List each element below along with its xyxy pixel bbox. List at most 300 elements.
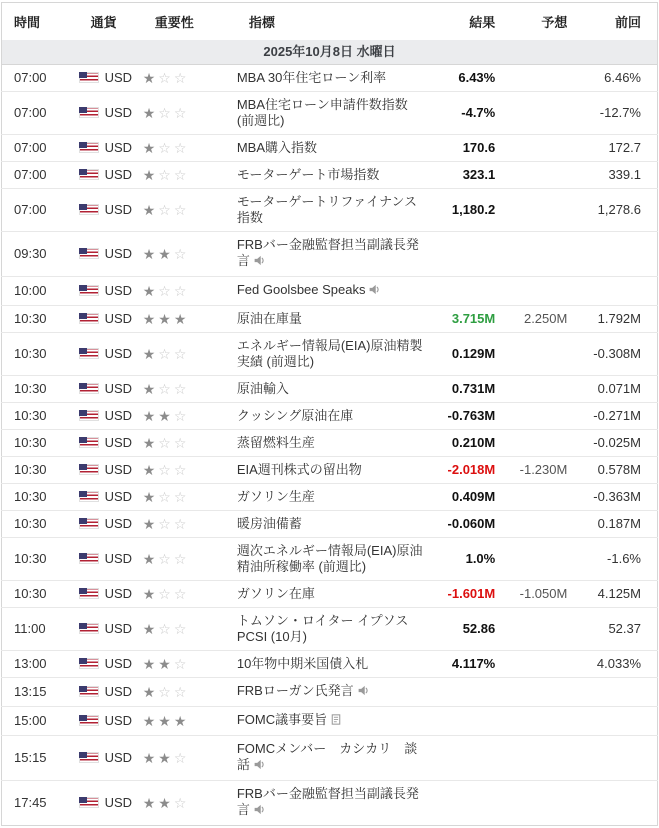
event-name[interactable]: モーターゲートリファイナンス指数 [236, 194, 418, 225]
event-currency [79, 376, 143, 403]
importance-stars [143, 277, 237, 306]
event-currency [79, 678, 143, 707]
importance-stars [143, 538, 237, 581]
star-empty-icon: ☆ [173, 656, 190, 672]
us-flag-icon [79, 383, 99, 394]
star-filled-icon: ★ [142, 283, 159, 299]
us-flag-icon [79, 553, 99, 564]
event-name[interactable]: EIA週刊株式の留出物 [236, 462, 362, 477]
star-empty-icon: ☆ [158, 105, 174, 121]
event-row[interactable] [2, 484, 658, 511]
us-flag-icon [79, 285, 99, 296]
star-filled-icon: ★ [142, 408, 159, 424]
star-filled-icon: ★ [158, 408, 174, 424]
event-time: 11:00 [2, 608, 79, 651]
event-name[interactable]: 10年物中期米国債入札 [236, 656, 369, 671]
event-forecast: -1.050M [495, 581, 567, 608]
event-previous: 1.792M [567, 306, 657, 333]
us-flag-icon [79, 686, 99, 697]
star-empty-icon: ☆ [173, 621, 190, 637]
event-forecast: -1.230M [495, 457, 567, 484]
importance-stars [143, 232, 237, 277]
event-row[interactable] [2, 403, 658, 430]
event-result: -4.7% [433, 92, 495, 135]
event-time: 07:00 [2, 135, 79, 162]
star-empty-icon: ☆ [158, 684, 174, 700]
event-result: 0.409M [433, 484, 495, 511]
event-currency [79, 608, 143, 651]
star-empty-icon: ☆ [158, 621, 174, 637]
event-forecast [495, 333, 567, 376]
event-currency [79, 277, 143, 306]
event-cell [237, 333, 433, 376]
star-empty-icon: ☆ [158, 586, 174, 602]
us-flag-icon [79, 518, 99, 529]
event-previous [567, 277, 657, 306]
event-result: 52.86 [433, 608, 495, 651]
star-empty-icon: ☆ [158, 462, 174, 478]
event-row[interactable] [2, 457, 658, 484]
event-currency [79, 484, 143, 511]
speaker-icon [357, 684, 370, 697]
event-cell [237, 306, 433, 333]
event-result: 0.731M [433, 376, 495, 403]
event-name[interactable]: FRBローガン氏発言 [236, 683, 354, 698]
us-flag-icon [79, 437, 99, 448]
event-result: 0.210M [433, 430, 495, 457]
event-forecast [495, 162, 567, 189]
column-header-forecast: 予想 [495, 3, 567, 41]
event-row[interactable] [2, 162, 658, 189]
event-time: 13:00 [2, 651, 79, 678]
event-cell [237, 277, 433, 306]
event-row[interactable] [2, 707, 658, 736]
event-forecast [495, 189, 567, 232]
currency-code: USD [104, 713, 133, 728]
event-previous [567, 707, 657, 736]
event-name[interactable]: ガソリン生産 [236, 489, 315, 504]
column-header-result: 結果 [433, 3, 495, 41]
star-filled-icon: ★ [142, 311, 159, 327]
us-flag-icon [79, 72, 99, 83]
us-flag-icon [79, 313, 99, 324]
event-result [433, 707, 495, 736]
event-name[interactable]: クッシング原油在庫 [236, 408, 354, 423]
us-flag-icon [79, 752, 99, 763]
event-name[interactable]: 原油在庫量 [236, 311, 302, 326]
event-row[interactable] [2, 430, 658, 457]
currency-code: USD [104, 435, 133, 450]
importance-stars [143, 306, 237, 333]
currency-code: USD [104, 167, 133, 182]
star-empty-icon: ☆ [173, 202, 190, 218]
event-time: 10:30 [2, 403, 79, 430]
currency-code: USD [104, 516, 133, 531]
star-empty-icon: ☆ [158, 283, 174, 299]
currency-code: USD [104, 346, 133, 361]
importance-stars [143, 511, 237, 538]
event-name[interactable]: 週次エネルギー情報局(EIA)原油精油所稼働率 (前週比) [236, 543, 423, 574]
event-previous [567, 781, 657, 826]
event-name[interactable]: MBA 30年住宅ローン利率 [236, 70, 387, 85]
event-result: -2.018M [433, 457, 495, 484]
event-row[interactable] [2, 678, 658, 707]
event-name[interactable]: Fed Goolsbee Speaks [236, 282, 366, 297]
speaker-icon [253, 758, 266, 771]
currency-code: USD [104, 70, 133, 85]
event-row[interactable] [2, 232, 658, 277]
us-flag-icon [79, 491, 99, 502]
event-previous [567, 232, 657, 277]
event-row[interactable] [2, 189, 658, 232]
us-flag-icon [79, 715, 99, 726]
event-result: 3.715M [433, 306, 495, 333]
event-cell [237, 581, 433, 608]
star-empty-icon: ☆ [173, 346, 190, 362]
star-empty-icon: ☆ [173, 381, 190, 397]
speaker-icon [253, 254, 266, 267]
calendar-body [2, 40, 658, 826]
importance-stars [143, 189, 237, 232]
currency-code: USD [104, 283, 133, 298]
us-flag-icon [79, 204, 99, 215]
event-time: 07:00 [2, 65, 79, 92]
event-row[interactable] [2, 277, 658, 306]
star-empty-icon: ☆ [173, 516, 190, 532]
star-empty-icon: ☆ [173, 462, 190, 478]
star-filled-icon: ★ [142, 656, 159, 672]
event-previous: 1,278.6 [567, 189, 657, 232]
event-forecast [495, 376, 567, 403]
event-cell [237, 538, 433, 581]
speaker-icon-wrap [357, 684, 370, 701]
event-name[interactable]: MBA購入指数 [236, 140, 318, 155]
importance-stars [143, 484, 237, 511]
event-result: -0.763M [433, 403, 495, 430]
event-currency [79, 651, 143, 678]
economic-calendar-table [1, 2, 658, 826]
event-cell [237, 92, 433, 135]
event-result: -1.601M [433, 581, 495, 608]
event-cell [237, 457, 433, 484]
currency-code: USD [104, 489, 133, 504]
report-icon-wrap [330, 713, 342, 730]
event-currency [79, 92, 143, 135]
event-cell [237, 781, 433, 826]
currency-code: USD [104, 105, 133, 120]
event-result [433, 781, 495, 826]
speaker-icon [368, 283, 381, 296]
star-empty-icon: ☆ [173, 70, 190, 86]
star-empty-icon: ☆ [173, 586, 190, 602]
event-result: 4.117% [433, 651, 495, 678]
star-filled-icon: ★ [142, 246, 159, 262]
event-result [433, 232, 495, 277]
event-previous: 0.578M [567, 457, 657, 484]
event-previous: 339.1 [567, 162, 657, 189]
event-cell [237, 511, 433, 538]
event-name[interactable]: MBA住宅ローン申請件数指数 (前週比) [236, 97, 408, 128]
event-name[interactable]: FRBバー金融監督担当副議長発言 [236, 237, 419, 268]
event-currency [79, 306, 143, 333]
event-forecast [495, 678, 567, 707]
event-name[interactable]: モーターゲート市場指数 [236, 167, 380, 182]
event-forecast [495, 651, 567, 678]
us-flag-icon [79, 410, 99, 421]
event-result [433, 678, 495, 707]
event-row[interactable] [2, 581, 658, 608]
event-forecast: 2.250M [495, 306, 567, 333]
event-time: 07:00 [2, 162, 79, 189]
star-empty-icon: ☆ [173, 795, 190, 811]
star-empty-icon: ☆ [173, 105, 190, 121]
event-currency [79, 736, 143, 781]
star-empty-icon: ☆ [158, 381, 174, 397]
us-flag-icon [79, 797, 99, 808]
star-empty-icon: ☆ [158, 346, 174, 362]
event-row[interactable] [2, 135, 658, 162]
event-cell [237, 736, 433, 781]
event-row[interactable] [2, 651, 658, 678]
event-forecast [495, 403, 567, 430]
event-previous: -0.363M [567, 484, 657, 511]
event-previous [567, 678, 657, 707]
star-filled-icon: ★ [142, 621, 159, 637]
event-row[interactable] [2, 65, 658, 92]
importance-stars [143, 333, 237, 376]
event-cell [237, 403, 433, 430]
event-cell [237, 430, 433, 457]
star-filled-icon: ★ [142, 586, 159, 602]
event-time: 10:30 [2, 457, 79, 484]
star-empty-icon: ☆ [173, 750, 190, 766]
event-result: 6.43% [433, 65, 495, 92]
star-filled-icon: ★ [142, 489, 159, 505]
us-flag-icon [79, 169, 99, 180]
star-filled-icon: ★ [142, 167, 159, 183]
us-flag-icon [79, 623, 99, 634]
importance-stars [143, 162, 237, 189]
event-time: 10:30 [2, 430, 79, 457]
importance-stars [143, 92, 237, 135]
event-row[interactable] [2, 538, 658, 581]
event-cell [237, 707, 433, 736]
star-empty-icon: ☆ [158, 140, 174, 156]
event-time: 07:00 [2, 92, 79, 135]
column-header-time: 時間 [2, 3, 79, 41]
event-time: 15:00 [2, 707, 79, 736]
star-empty-icon: ☆ [158, 551, 174, 567]
event-currency [79, 430, 143, 457]
event-result: 0.129M [433, 333, 495, 376]
currency-code: USD [104, 551, 133, 566]
event-forecast [495, 511, 567, 538]
event-name[interactable]: エネルギー情報局(EIA)原油精製実績 (前週比) [236, 338, 423, 369]
event-row[interactable] [2, 511, 658, 538]
event-result [433, 277, 495, 306]
event-forecast [495, 232, 567, 277]
star-filled-icon: ★ [142, 140, 159, 156]
event-cell [237, 135, 433, 162]
star-empty-icon: ☆ [173, 408, 190, 424]
star-empty-icon: ☆ [173, 283, 190, 299]
calendar-header [2, 3, 658, 41]
speaker-icon-wrap [253, 758, 266, 775]
event-cell [237, 232, 433, 277]
event-forecast [495, 430, 567, 457]
importance-stars [143, 457, 237, 484]
importance-stars [143, 135, 237, 162]
event-currency [79, 135, 143, 162]
event-name[interactable]: FOMCメンバー カシカリ 談話 [236, 741, 418, 772]
event-forecast [495, 538, 567, 581]
star-filled-icon: ★ [142, 346, 159, 362]
event-currency [79, 511, 143, 538]
speaker-icon [253, 803, 266, 816]
event-time: 10:30 [2, 581, 79, 608]
event-previous [567, 736, 657, 781]
star-empty-icon: ☆ [158, 167, 174, 183]
star-filled-icon: ★ [142, 381, 159, 397]
event-previous: 0.187M [567, 511, 657, 538]
event-row[interactable] [2, 306, 658, 333]
event-cell [237, 608, 433, 651]
importance-stars [143, 581, 237, 608]
star-filled-icon: ★ [142, 435, 159, 451]
star-filled-icon: ★ [142, 795, 159, 811]
column-header-importance: 重要性 [143, 3, 237, 41]
event-forecast [495, 92, 567, 135]
column-header-previous: 前回 [567, 3, 657, 41]
importance-stars [143, 65, 237, 92]
event-row[interactable] [2, 92, 658, 135]
currency-code: USD [104, 381, 133, 396]
event-row[interactable] [2, 376, 658, 403]
star-empty-icon: ☆ [173, 435, 190, 451]
event-previous: -1.6% [567, 538, 657, 581]
event-result [433, 736, 495, 781]
event-previous: 4.125M [567, 581, 657, 608]
us-flag-icon [79, 107, 99, 118]
star-empty-icon: ☆ [173, 167, 190, 183]
star-empty-icon: ☆ [173, 551, 190, 567]
star-empty-icon: ☆ [158, 70, 174, 86]
star-filled-icon: ★ [158, 246, 174, 262]
report-icon [330, 713, 342, 726]
event-row[interactable] [2, 608, 658, 651]
event-forecast [495, 608, 567, 651]
currency-code: USD [104, 586, 133, 601]
importance-stars [143, 678, 237, 707]
importance-stars [143, 430, 237, 457]
event-name[interactable]: FOMC議事要旨 [236, 712, 328, 727]
star-filled-icon: ★ [142, 105, 159, 121]
currency-code: USD [104, 462, 133, 477]
event-name[interactable]: 暖房油備蓄 [236, 516, 302, 531]
currency-code: USD [104, 408, 133, 423]
us-flag-icon [79, 464, 99, 475]
event-cell [237, 189, 433, 232]
event-name[interactable]: FRBバー金融監督担当副議長発言 [236, 786, 419, 817]
event-previous: 0.071M [567, 376, 657, 403]
star-empty-icon: ☆ [158, 435, 174, 451]
us-flag-icon [79, 348, 99, 359]
star-empty-icon: ☆ [173, 489, 190, 505]
event-forecast [495, 277, 567, 306]
event-previous: 172.7 [567, 135, 657, 162]
date-header-row [2, 40, 658, 65]
star-filled-icon: ★ [142, 70, 159, 86]
currency-code: USD [104, 311, 133, 326]
star-filled-icon: ★ [142, 750, 159, 766]
event-currency [79, 403, 143, 430]
event-time: 10:30 [2, 484, 79, 511]
event-previous: -0.308M [567, 333, 657, 376]
star-filled-icon: ★ [158, 311, 174, 327]
event-name[interactable]: 原油輸入 [236, 381, 289, 396]
importance-stars [143, 707, 237, 736]
importance-stars [143, 608, 237, 651]
event-cell [237, 484, 433, 511]
importance-stars [143, 736, 237, 781]
star-filled-icon: ★ [142, 516, 159, 532]
event-forecast [495, 707, 567, 736]
event-previous: -0.025M [567, 430, 657, 457]
event-cell [237, 376, 433, 403]
event-row[interactable] [2, 781, 658, 826]
star-filled-icon: ★ [173, 311, 190, 327]
star-filled-icon: ★ [158, 795, 174, 811]
currency-code: USD [104, 140, 133, 155]
event-result: -0.060M [433, 511, 495, 538]
event-time: 10:30 [2, 538, 79, 581]
star-filled-icon: ★ [158, 750, 174, 766]
event-name[interactable]: トムソン・ロイター イプソス PCSI (10月) [236, 613, 409, 644]
us-flag-icon [79, 142, 99, 153]
event-time: 10:30 [2, 306, 79, 333]
date-header: 2025年10月8日 水曜日 [2, 40, 658, 65]
us-flag-icon [79, 248, 99, 259]
importance-stars [143, 376, 237, 403]
importance-stars [143, 403, 237, 430]
event-cell [237, 65, 433, 92]
event-time: 07:00 [2, 189, 79, 232]
star-filled-icon: ★ [158, 656, 174, 672]
star-empty-icon: ☆ [158, 516, 174, 532]
star-filled-icon: ★ [142, 202, 159, 218]
event-name[interactable]: ガソリン在庫 [236, 586, 315, 601]
currency-code: USD [104, 246, 133, 261]
event-time: 17:45 [2, 781, 79, 826]
star-filled-icon: ★ [142, 551, 159, 567]
event-result: 170.6 [433, 135, 495, 162]
event-forecast [495, 736, 567, 781]
event-forecast [495, 135, 567, 162]
speaker-icon-wrap [368, 283, 381, 300]
event-time: 13:15 [2, 678, 79, 707]
importance-stars [143, 651, 237, 678]
column-header-currency: 通貨 [79, 3, 143, 41]
event-name[interactable]: 蒸留燃料生産 [236, 435, 315, 450]
event-time: 10:30 [2, 376, 79, 403]
event-currency [79, 65, 143, 92]
event-row[interactable] [2, 333, 658, 376]
star-empty-icon: ☆ [173, 140, 190, 156]
event-cell [237, 678, 433, 707]
star-empty-icon: ☆ [173, 246, 190, 262]
event-row[interactable] [2, 736, 658, 781]
currency-code: USD [104, 750, 133, 765]
